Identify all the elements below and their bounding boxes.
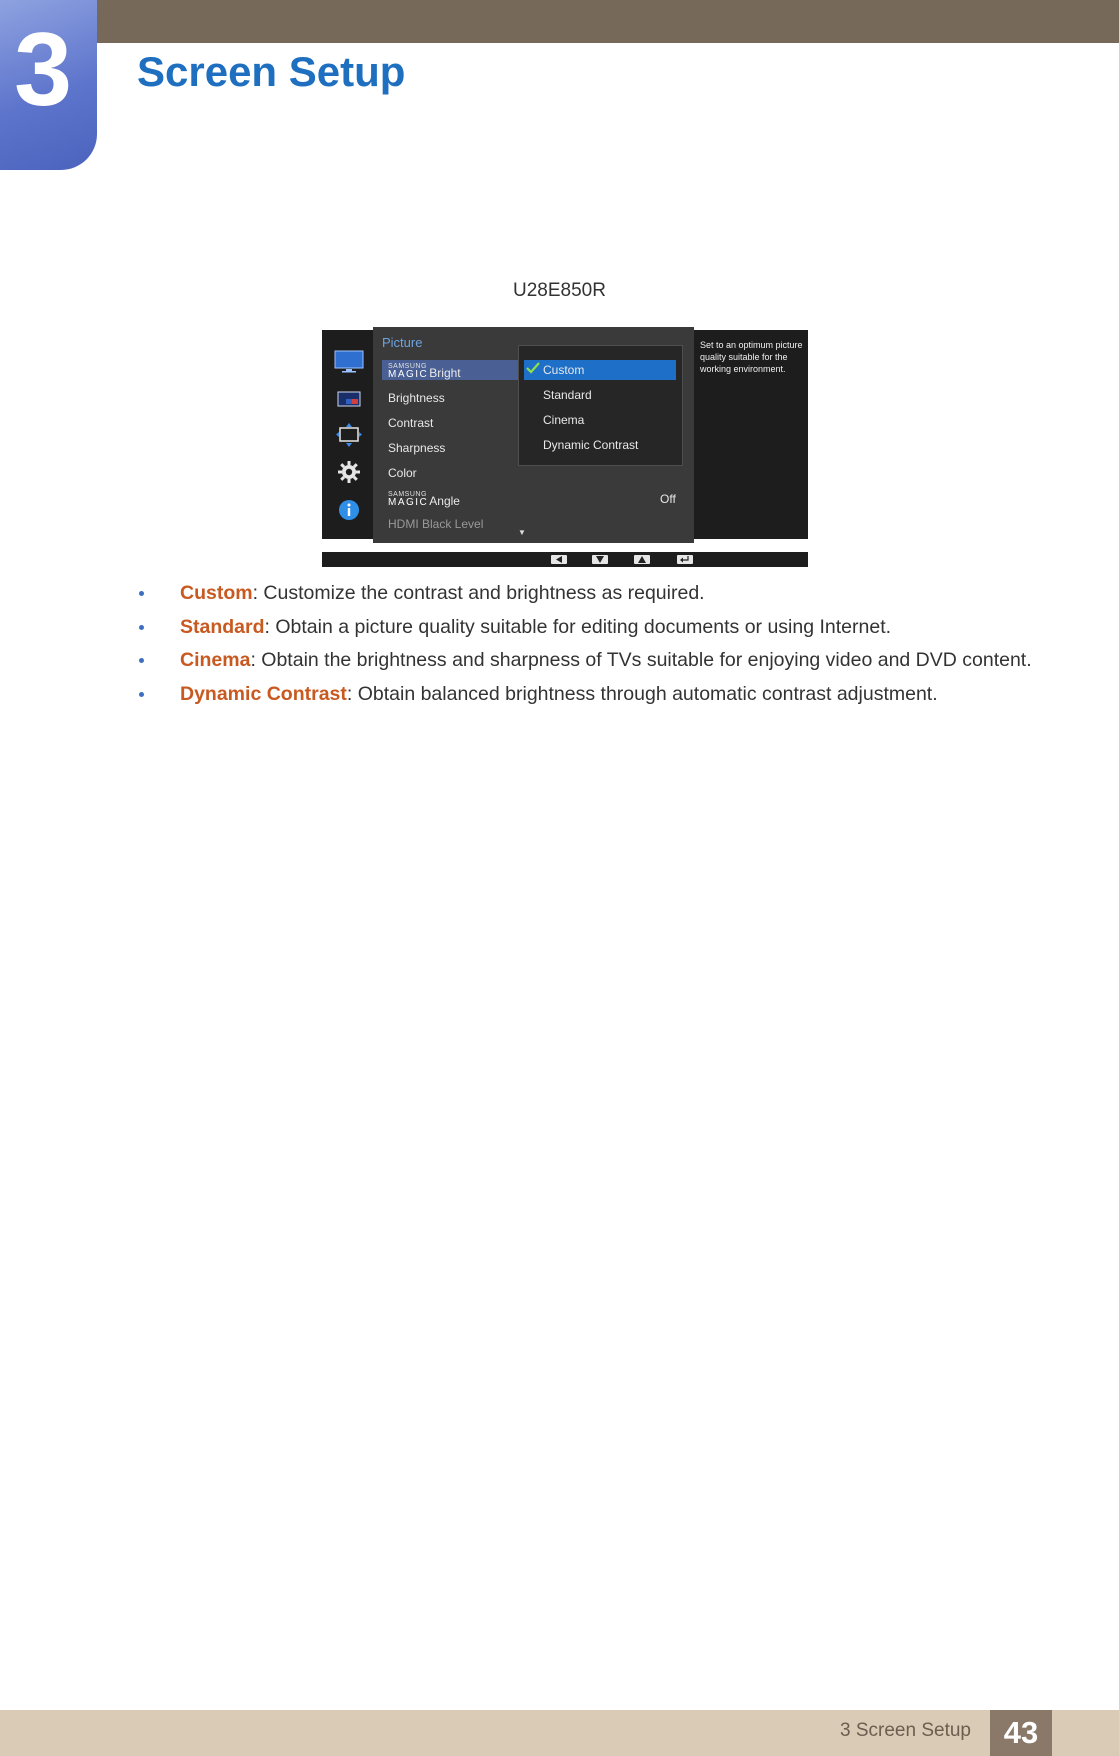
list-item — [137, 582, 1032, 616]
color-picture-icon[interactable] — [333, 385, 365, 413]
bullet-text: : Obtain a picture quality suitable for editing documents or using Internet. — [264, 615, 892, 638]
list-item — [137, 616, 1032, 650]
bullet-icon — [139, 591, 144, 596]
samsung-magic-logo: SAMSUNG MAGIC — [388, 491, 429, 508]
option-custom[interactable]: Custom — [543, 363, 585, 377]
chapter-tab — [0, 0, 97, 170]
list-item — [137, 683, 1032, 717]
bullet-term: Cinema — [180, 649, 251, 671]
menu-title: Picture — [382, 335, 423, 350]
bullet-term: Dynamic Contrast — [180, 682, 347, 705]
enter-icon[interactable] — [677, 555, 693, 564]
chapter-title: Screen Setup — [137, 48, 406, 95]
bullet-text: : Customize the contrast and brightness as required. — [252, 582, 705, 604]
option-cinema[interactable]: Cinema — [543, 413, 585, 427]
menu-item-hdmi-black-level[interactable]: HDMI Black Level — [388, 517, 484, 531]
menu-item-color[interactable]: Color — [388, 466, 417, 480]
option-dynamic-contrast[interactable]: Dynamic Contrast — [543, 438, 639, 452]
footer-section: 3 Screen Setup — [840, 1720, 971, 1741]
option-standard[interactable]: Standard — [543, 388, 592, 402]
menu-item-brightness[interactable]: Brightness — [388, 391, 445, 405]
menu-item-label: Bright — [429, 366, 461, 380]
bullet-term: Custom — [180, 582, 253, 604]
magic-angle-value: Off — [660, 492, 676, 506]
left-arrow-icon[interactable] — [551, 555, 567, 564]
bullet-text: : Obtain balanced brightness through automatic contrast adjustment. — [346, 682, 938, 705]
info-icon[interactable] — [333, 496, 365, 524]
menu-item-magic-bright[interactable] — [388, 363, 461, 380]
size-position-icon[interactable] — [333, 421, 365, 449]
up-arrow-icon[interactable] — [634, 555, 650, 564]
bullet-text: : Obtain the brightness and sharpness of TVs suitable for enjoying video and DVD content. — [250, 649, 1032, 671]
list-item — [137, 649, 1032, 683]
bullet-term: Standard — [180, 615, 265, 638]
bullet-icon — [139, 692, 144, 697]
monitor-icon[interactable] — [333, 348, 365, 376]
down-arrow-icon[interactable] — [592, 555, 608, 564]
samsung-magic-logo: SAMSUNG MAGIC — [388, 363, 429, 380]
option-descriptions — [137, 582, 1032, 716]
bullet-icon — [139, 625, 144, 630]
help-text: Set to an optimum picture quality suitable for the working environment. — [700, 340, 803, 374]
scroll-down-indicator: ▼ — [518, 528, 526, 537]
check-icon — [526, 361, 540, 380]
gear-icon[interactable] — [333, 458, 365, 486]
menu-item-magic-angle[interactable] — [388, 491, 460, 508]
chapter-number: 3 — [14, 12, 72, 128]
menu-item-contrast[interactable]: Contrast — [388, 416, 434, 430]
bullet-icon — [139, 658, 144, 663]
page-number: 43 — [1003, 1715, 1039, 1750]
model-label: U28E850R — [513, 280, 606, 301]
header-bar — [0, 0, 1119, 43]
menu-item-label: Angle — [429, 494, 460, 508]
menu-item-sharpness[interactable]: Sharpness — [388, 441, 446, 455]
